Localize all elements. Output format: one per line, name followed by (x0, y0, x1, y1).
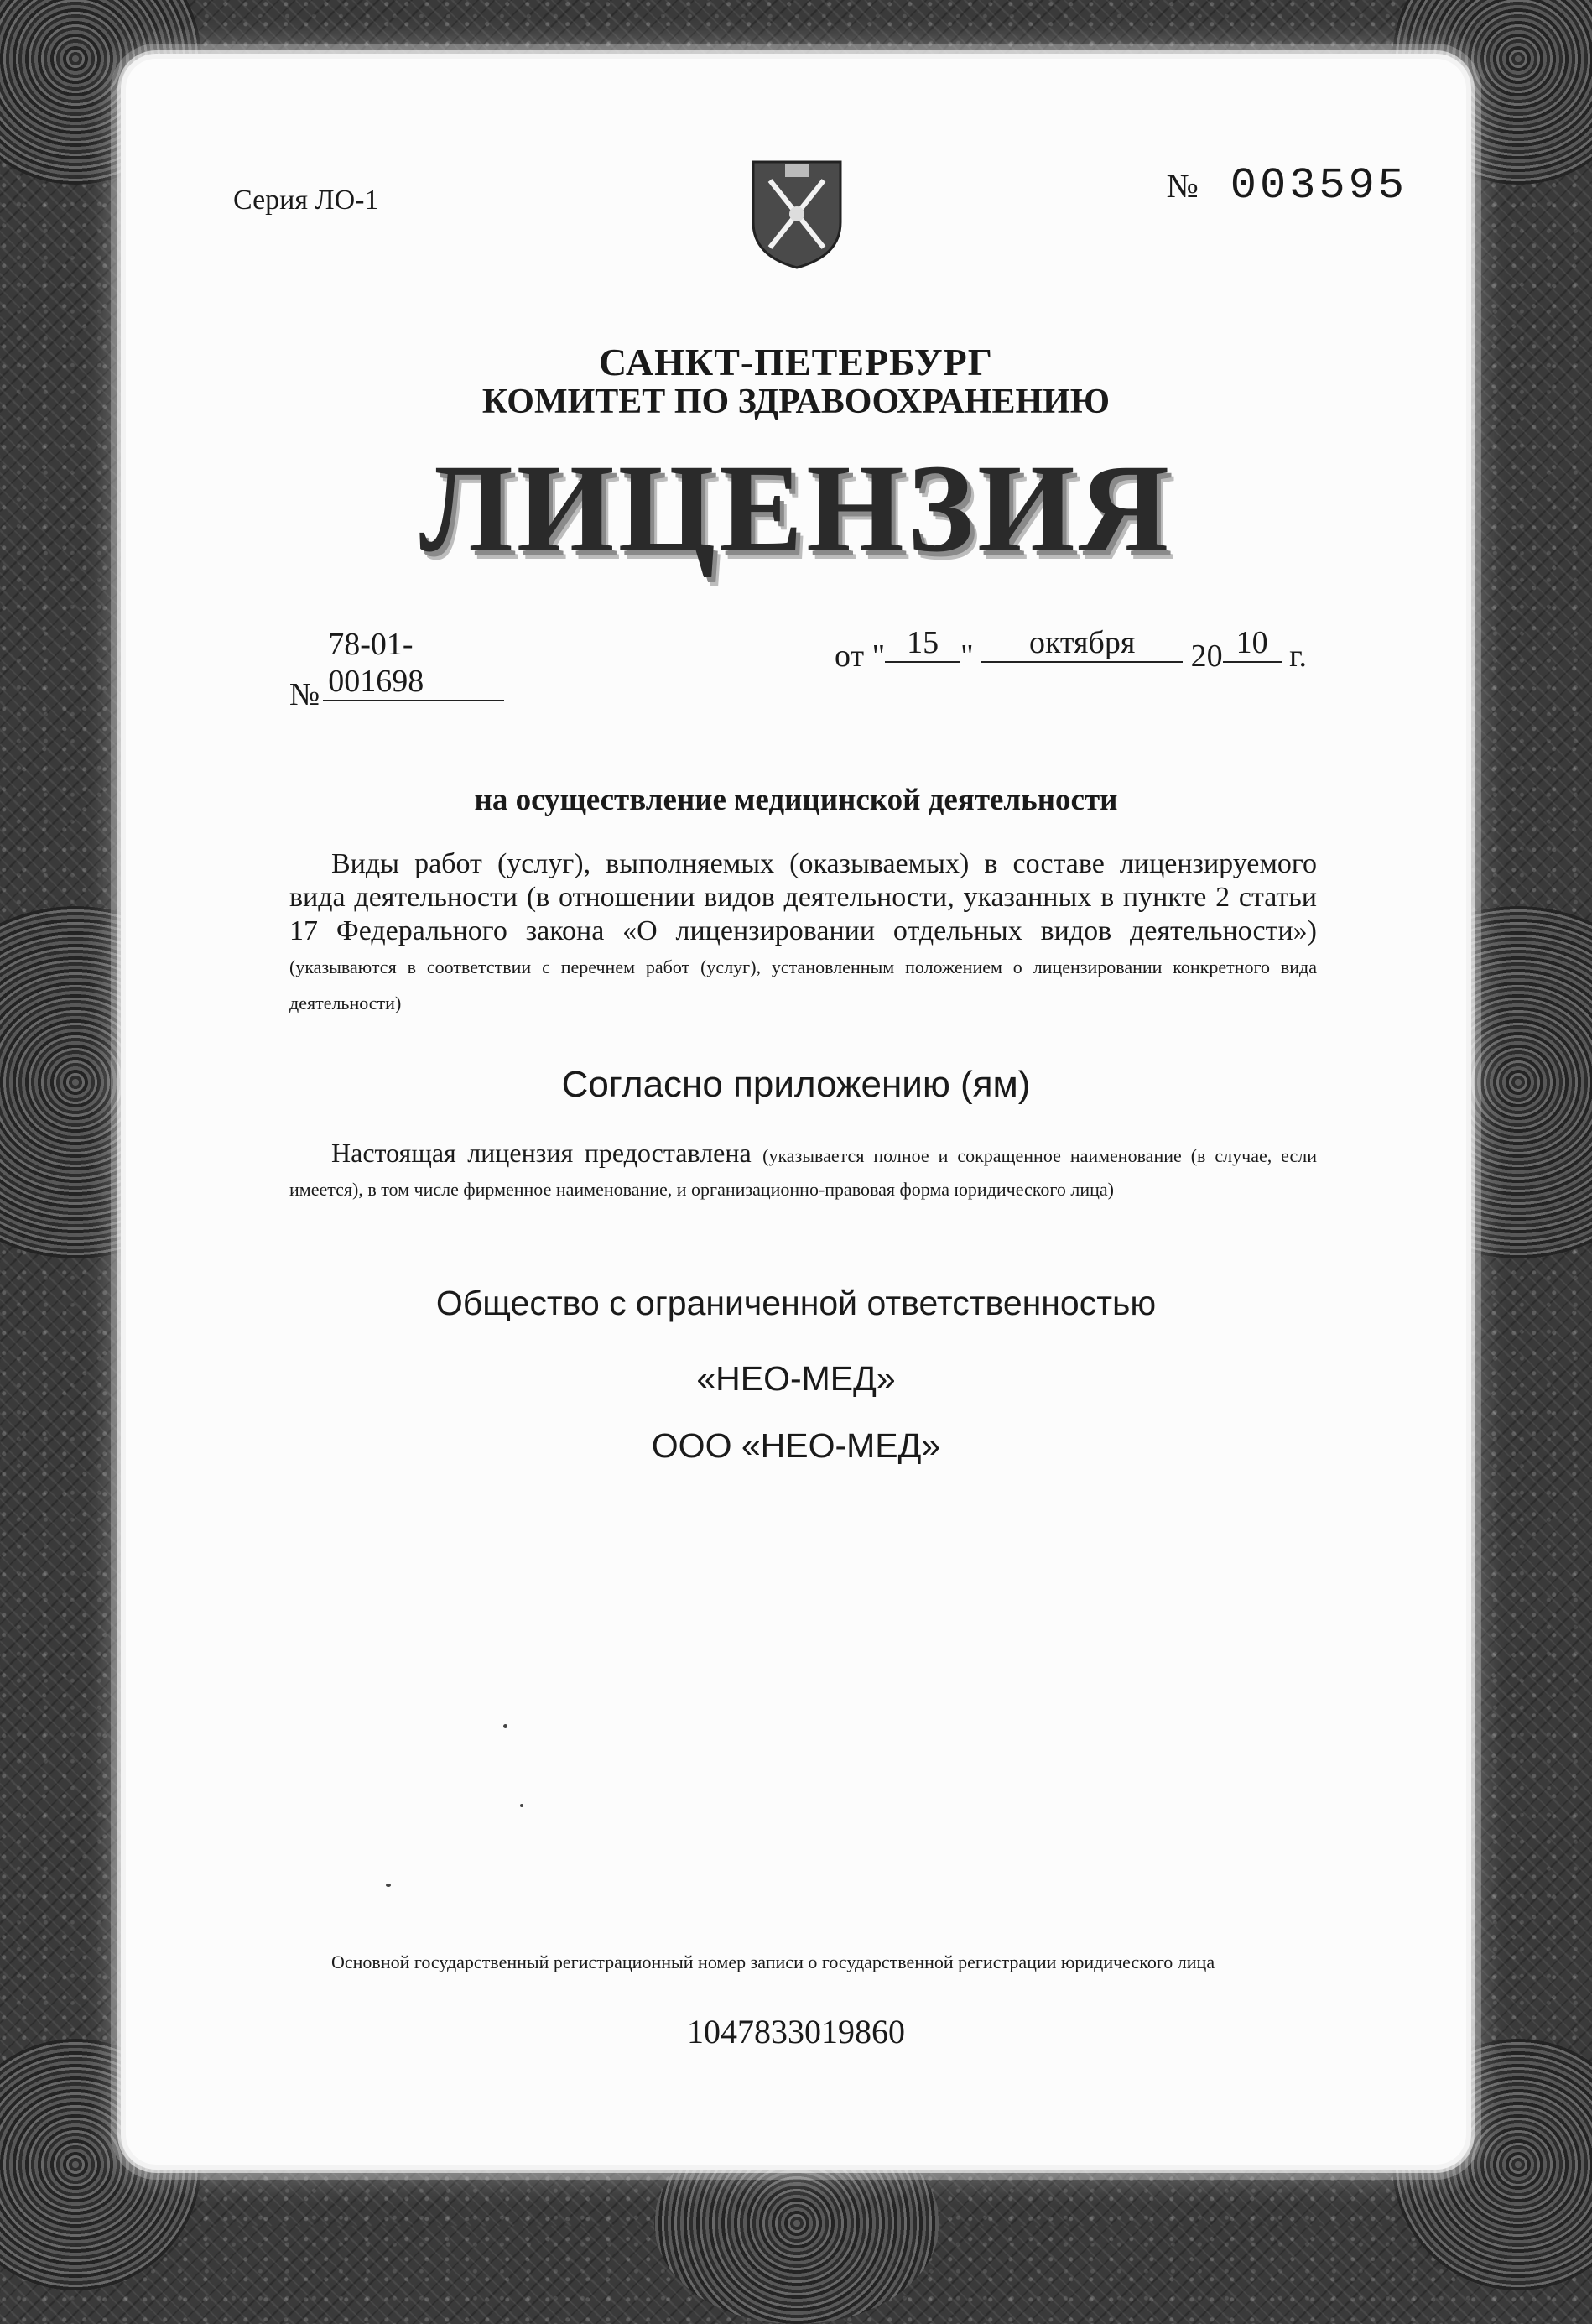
date-day: 15 (885, 624, 960, 663)
according-to-appendix: Согласно приложению (ям) (561, 1064, 1031, 1105)
date-year-prefix: 20 (1190, 638, 1223, 674)
organization-short-name: ООО «НЕО-МЕД» (651, 1426, 941, 1465)
series-label: Серия ЛО-1 (233, 185, 379, 216)
license-number-value: 78-01-001698 (323, 626, 504, 701)
scan-speck (520, 1804, 523, 1807)
committee-heading: КОМИТЕТ ПО ЗДРАВООХРАНЕНИЮ (481, 383, 1111, 421)
works-text: Виды работ (услуг), выполняемых (оказываемых) в составе лицензируемого вида деятельности (в отношении видов деятельности, указанных в пункте 2 статьи 17 Федерального закона «О лицензировании отдельных видов деятельности») (289, 848, 1317, 946)
date-year-suffix: 10 (1223, 624, 1282, 663)
form-number (1167, 161, 1407, 211)
granted-text: Настоящая лицензия предоставлена (331, 1138, 752, 1168)
coat-of-arms-emblem (747, 155, 847, 273)
granted-note: (указывается полное и сокращенное наименование (в случае, если имеется), в том числе фирменное наименование, и организационно-правовая форма юридического лица) (289, 1145, 1318, 1200)
granted-paragraph (289, 1138, 1317, 1205)
license-title: ЛИЦЕНЗИЯ (419, 439, 1173, 578)
works-paragraph (289, 847, 1317, 1020)
date-year-abbrev: г. (1289, 638, 1307, 674)
city-heading: САНКТ-ПЕТЕРБУРГ (598, 341, 994, 383)
activity-type: на осуществление медицинской деятельности (474, 783, 1118, 817)
date-from-label: от (835, 638, 865, 674)
organization-full-name-line2: «НЕО-МЕД» (696, 1359, 896, 1398)
organization-full-name-line1: Общество с ограниченной ответственностью (435, 1284, 1157, 1322)
ogrn-label: Основной государственный регистрационный номер записи о государственной регистрации юридического лица (331, 1951, 1215, 1972)
scan-speck (386, 1884, 391, 1887)
license-number (289, 627, 504, 715)
license-date: от " 15 " октября 20 10 г. (835, 625, 1307, 674)
form-number-value: 003595 (1230, 161, 1407, 211)
scan-speck (503, 1724, 507, 1728)
date-month: октября (981, 624, 1183, 663)
works-note: (указываются в соответствии с перечнем работ (услуг), установленным положением о лицензировании конкретного вида деятельности) (289, 956, 1317, 1013)
license-number-sign: № (289, 677, 320, 712)
number-sign: № (1166, 167, 1202, 205)
ogrn-value: 1047833019860 (687, 2013, 905, 2050)
